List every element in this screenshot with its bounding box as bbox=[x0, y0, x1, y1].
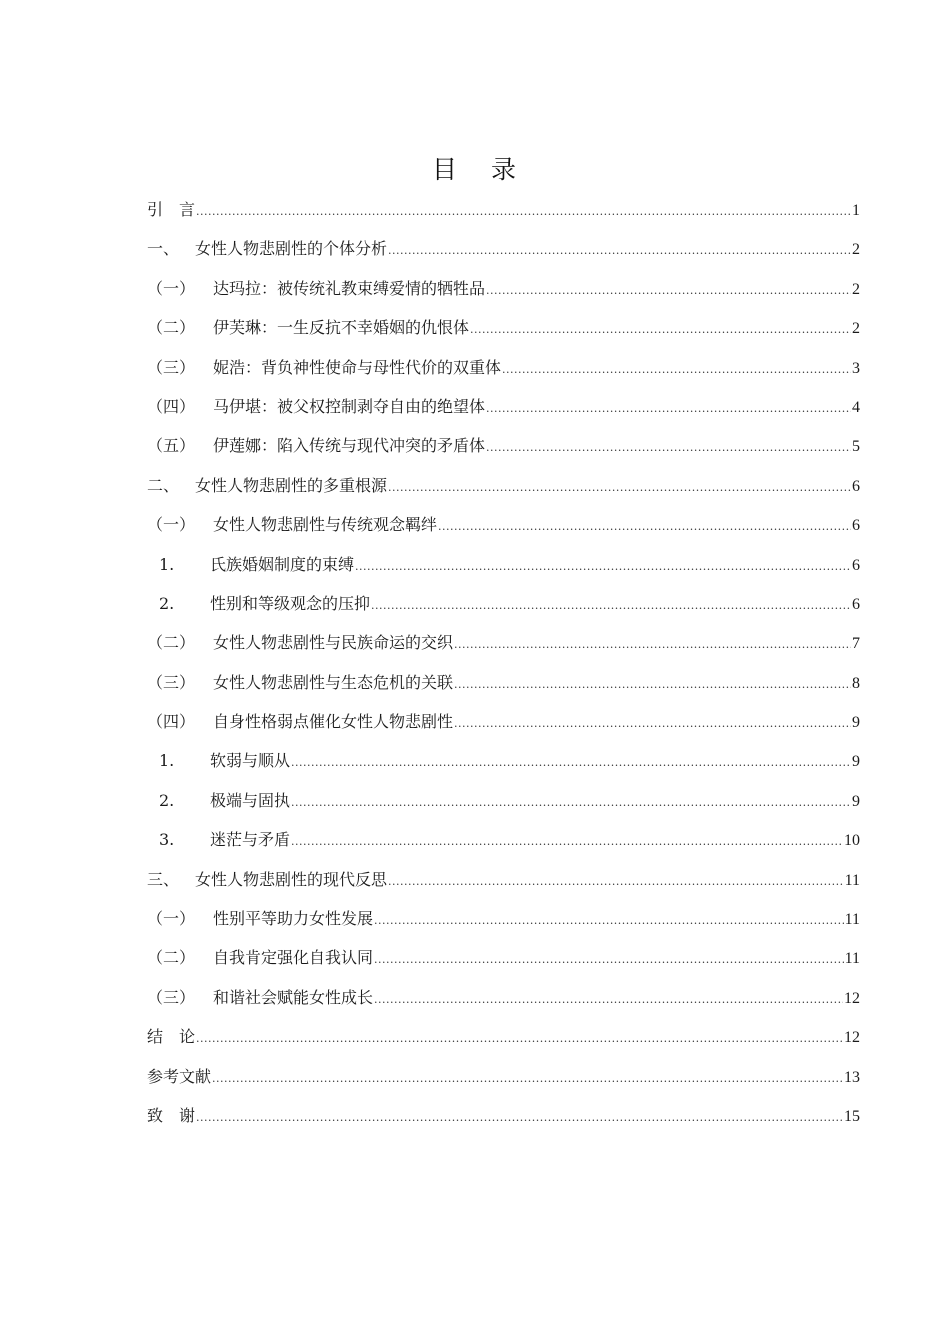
toc-entry-number: （四） bbox=[147, 396, 196, 416]
toc-entry-label: 女性人物悲剧性与生态危机的关联 bbox=[213, 672, 454, 692]
toc-entry-label: 性别平等助力女性发展 bbox=[213, 909, 374, 929]
toc-entry-number: 1. bbox=[159, 554, 175, 574]
toc-dot-leader bbox=[196, 197, 851, 227]
toc-entry-page-number: 9 bbox=[852, 714, 860, 732]
toc-entry[interactable] bbox=[147, 904, 860, 943]
toc-entry-label: 参考文献 bbox=[147, 1066, 212, 1086]
toc-title: 目 录 bbox=[432, 155, 518, 184]
toc-entry-number: （三） bbox=[147, 672, 196, 692]
toc-entry-page-number: 6 bbox=[852, 556, 860, 574]
toc-entry-number: （二） bbox=[147, 318, 196, 338]
toc-entry[interactable] bbox=[147, 746, 860, 785]
toc-entry-label: 极端与固执 bbox=[210, 790, 291, 810]
toc-dot-leader bbox=[486, 433, 851, 463]
toc-entry-label: 氏族婚姻制度的束缚 bbox=[210, 554, 355, 574]
toc-entry-page-number: 15 bbox=[844, 1107, 860, 1125]
toc-dot-leader bbox=[374, 906, 844, 936]
toc-entry-page-number: 2 bbox=[852, 320, 860, 338]
toc-entry-number: （五） bbox=[147, 436, 196, 456]
toc-entry-number: 2. bbox=[159, 790, 175, 810]
toc-dot-leader bbox=[454, 630, 851, 660]
toc-entry[interactable] bbox=[147, 1062, 860, 1101]
toc-entry[interactable] bbox=[147, 628, 860, 667]
toc-entry[interactable] bbox=[147, 353, 860, 392]
toc-dot-leader bbox=[470, 315, 851, 345]
toc-entry[interactable] bbox=[147, 313, 860, 352]
toc-dot-leader bbox=[388, 867, 844, 897]
toc-entry[interactable] bbox=[147, 668, 860, 707]
toc-entry-number: （三） bbox=[147, 357, 196, 377]
toc-entry[interactable] bbox=[147, 865, 860, 904]
toc-entry-number: 1. bbox=[159, 751, 175, 771]
toc-entry[interactable] bbox=[147, 707, 860, 746]
toc-entry-number: 2. bbox=[159, 593, 175, 613]
toc-entry-page-number: 9 bbox=[852, 753, 860, 771]
toc-entry[interactable] bbox=[147, 234, 860, 273]
toc-entry-label: 自身性格弱点催化女性人物悲剧性 bbox=[213, 712, 454, 732]
toc-entry[interactable] bbox=[147, 589, 860, 628]
toc-entry-number: （一） bbox=[147, 278, 196, 298]
toc-entry[interactable] bbox=[147, 510, 860, 549]
toc-dot-leader bbox=[212, 1064, 843, 1094]
toc-entry[interactable] bbox=[147, 1022, 860, 1061]
toc-dot-leader bbox=[374, 945, 844, 975]
toc-dot-leader bbox=[438, 512, 851, 542]
toc-dot-leader bbox=[196, 1103, 843, 1133]
toc-entry-number: 二、 bbox=[147, 475, 180, 495]
toc-dot-leader bbox=[196, 1024, 843, 1054]
toc-entry-label: 致 谢 bbox=[147, 1105, 196, 1125]
toc-dot-leader bbox=[388, 473, 851, 503]
toc-entry[interactable] bbox=[147, 274, 860, 313]
toc-entry-label: 迷茫与矛盾 bbox=[210, 830, 291, 850]
toc-entry-page-number: 5 bbox=[852, 438, 860, 456]
toc-dot-leader bbox=[388, 236, 851, 266]
toc-entry-page-number: 11 bbox=[844, 911, 860, 929]
toc-entry-page-number: 4 bbox=[852, 398, 860, 416]
toc-entry-page-number: 1 bbox=[852, 202, 860, 219]
toc-entry[interactable] bbox=[147, 195, 860, 234]
toc-dot-leader bbox=[502, 355, 851, 385]
toc-entry[interactable] bbox=[147, 1101, 860, 1140]
toc-entry[interactable] bbox=[147, 825, 860, 864]
toc-entry[interactable] bbox=[147, 943, 860, 982]
toc-entry-label: 伊莲娜：陷入传统与现代冲突的矛盾体 bbox=[213, 436, 486, 456]
toc-entry-number: 一、 bbox=[147, 239, 180, 259]
toc-entry-label: 性别和等级观念的压抑 bbox=[210, 593, 371, 613]
toc-dot-leader bbox=[355, 552, 851, 582]
toc-dot-leader bbox=[371, 591, 851, 621]
toc-entry-label: 女性人物悲剧性的现代反思 bbox=[195, 869, 388, 889]
toc-entry-label: 女性人物悲剧性的多重根源 bbox=[195, 475, 388, 495]
toc-entry[interactable] bbox=[147, 431, 860, 470]
toc-dot-leader bbox=[291, 788, 851, 818]
toc-entry[interactable] bbox=[147, 471, 860, 510]
toc-entry-label: 马伊堪：被父权控制剥夺自由的绝望体 bbox=[213, 396, 486, 416]
toc-entry-label: 达玛拉：被传统礼教束缚爱情的牺牲品 bbox=[213, 278, 486, 298]
toc-entry-number: （四） bbox=[147, 712, 196, 732]
toc-entry[interactable] bbox=[147, 983, 860, 1022]
toc-list bbox=[147, 195, 860, 1140]
toc-dot-leader bbox=[291, 827, 843, 857]
toc-entry-label: 妮浩：背负神性使命与母性代价的双重体 bbox=[213, 357, 502, 377]
toc-entry-number: （二） bbox=[147, 633, 196, 653]
toc-entry-page-number: 7 bbox=[852, 635, 860, 653]
toc-entry-label: 女性人物悲剧性与传统观念羁绊 bbox=[213, 515, 438, 535]
toc-entry-page-number: 9 bbox=[852, 792, 860, 810]
toc-entry-page-number: 11 bbox=[844, 871, 860, 889]
toc-dot-leader bbox=[374, 985, 843, 1015]
toc-dot-leader bbox=[486, 276, 851, 306]
toc-entry[interactable] bbox=[147, 550, 860, 589]
toc-entry-number: 3. bbox=[159, 830, 175, 850]
toc-entry-label: 女性人物悲剧性与民族命运的交织 bbox=[213, 633, 454, 653]
toc-entry-page-number: 12 bbox=[844, 1029, 860, 1047]
toc-entry-page-number: 6 bbox=[852, 517, 860, 535]
toc-entry-number: （三） bbox=[147, 987, 196, 1007]
toc-entry-number: 三、 bbox=[147, 869, 180, 889]
toc-dot-leader bbox=[291, 748, 851, 778]
toc-entry-page-number: 6 bbox=[852, 595, 860, 613]
toc-entry-number: （一） bbox=[147, 909, 196, 929]
toc-entry-page-number: 11 bbox=[844, 950, 860, 968]
toc-entry-label: 女性人物悲剧性的个体分析 bbox=[195, 239, 388, 259]
toc-entry-label: 伊芙琳：一生反抗不幸婚姻的仇恨体 bbox=[213, 318, 470, 338]
toc-entry-number: （二） bbox=[147, 948, 196, 968]
toc-entry-page-number: 2 bbox=[852, 280, 860, 298]
toc-entry[interactable] bbox=[147, 786, 860, 825]
toc-entry-number: （一） bbox=[147, 515, 196, 535]
toc-entry-label: 结 论 bbox=[147, 1027, 196, 1047]
toc-dot-leader bbox=[454, 670, 851, 700]
toc-entry-page-number: 12 bbox=[844, 989, 860, 1007]
toc-entry-page-number: 10 bbox=[844, 832, 860, 850]
toc-entry-label: 引 言 bbox=[147, 200, 196, 219]
toc-entry-page-number: 2 bbox=[852, 241, 860, 259]
toc-entry-page-number: 6 bbox=[852, 477, 860, 495]
toc-entry-page-number: 13 bbox=[844, 1068, 860, 1086]
toc-dot-leader bbox=[454, 709, 851, 739]
toc-dot-leader bbox=[486, 394, 851, 424]
toc-entry-label: 自我肯定强化自我认同 bbox=[213, 948, 374, 968]
toc-entry-label: 软弱与顺从 bbox=[210, 751, 291, 771]
toc-entry[interactable] bbox=[147, 392, 860, 431]
toc-entry-page-number: 8 bbox=[852, 674, 860, 692]
toc-entry-label: 和谐社会赋能女性成长 bbox=[213, 987, 374, 1007]
toc-entry-page-number: 3 bbox=[852, 359, 860, 377]
